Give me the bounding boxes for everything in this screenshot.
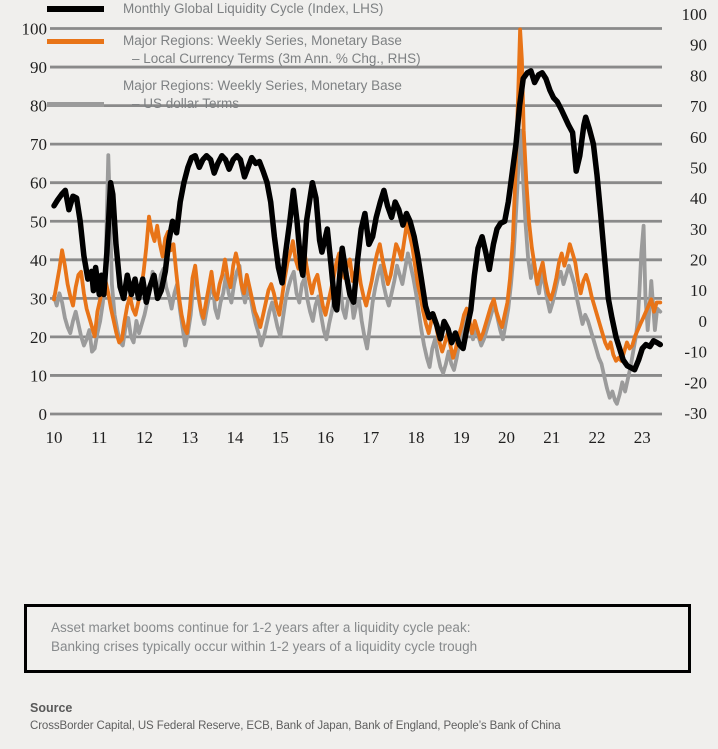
- source-section: [30, 701, 700, 732]
- svg-text:70: 70: [30, 135, 47, 155]
- legend-swatch-black-line-icon: [47, 6, 104, 12]
- svg-text:0: 0: [698, 311, 707, 331]
- svg-text:60: 60: [30, 173, 47, 193]
- source-text: CrossBorder Capital, US Federal Reserve, ECB, Bank of Japan, Bank of England, People’s Bank of China: [30, 720, 561, 732]
- svg-text:23: 23: [633, 428, 651, 447]
- legend-item-monetary-base-usd: [47, 77, 718, 117]
- svg-text:12: 12: [136, 428, 153, 447]
- svg-text:70: 70: [690, 97, 707, 117]
- legend-swatch-orange-line-icon: [47, 39, 104, 44]
- svg-text:50: 50: [30, 212, 47, 232]
- svg-text:17: 17: [362, 428, 380, 447]
- svg-text:18: 18: [407, 428, 425, 447]
- svg-text:16: 16: [317, 428, 334, 447]
- svg-text:90: 90: [30, 58, 47, 78]
- svg-text:20: 20: [30, 327, 47, 347]
- callout-line-1: Asset market booms continue for 1-2 years after a liquidity cycle peak:: [51, 620, 471, 635]
- svg-text:100: 100: [681, 5, 707, 25]
- svg-text:30: 30: [30, 289, 47, 309]
- x-axis-labels: [46, 428, 651, 447]
- legend-swatch-gray-line-icon: [47, 102, 104, 107]
- svg-text:60: 60: [690, 127, 707, 147]
- svg-text:22: 22: [588, 428, 606, 447]
- legend-label: Major Regions: Weekly Series, Monetary Base: [123, 77, 402, 93]
- svg-text:80: 80: [30, 96, 47, 116]
- svg-text:50: 50: [690, 158, 707, 178]
- svg-text:0: 0: [38, 405, 47, 424]
- legend-label-continued: – Local Currency Terms (3m Ann. % Chg., RHS): [132, 51, 421, 66]
- svg-text:90: 90: [690, 35, 707, 55]
- svg-text:-10: -10: [684, 342, 707, 362]
- svg-text:19: 19: [452, 428, 470, 447]
- chart-legend: [0, 0, 718, 117]
- legend-label: Major Regions: Weekly Series, Monetary Base: [123, 32, 402, 48]
- svg-text:14: 14: [226, 428, 244, 447]
- svg-text:10: 10: [45, 428, 63, 447]
- svg-text:-30: -30: [684, 404, 707, 423]
- svg-text:11: 11: [91, 428, 108, 447]
- callout-line-2: Banking crises typically occur within 1-2 years of a liquidity cycle trough: [51, 638, 478, 654]
- source-heading: Source: [30, 701, 73, 715]
- svg-text:10: 10: [30, 366, 47, 386]
- svg-text:40: 40: [30, 250, 47, 270]
- svg-text:20: 20: [498, 428, 515, 447]
- svg-text:40: 40: [690, 189, 707, 209]
- svg-text:10: 10: [690, 281, 707, 301]
- svg-text:20: 20: [690, 250, 707, 270]
- legend-item-monetary-base-local: [47, 32, 718, 69]
- svg-text:13: 13: [181, 428, 199, 447]
- svg-text:100: 100: [21, 19, 47, 39]
- legend-label: Monthly Global Liquidity Cycle (Index, LHS): [123, 1, 384, 16]
- legend-item-global-liquidity: [47, 0, 718, 19]
- svg-text:21: 21: [543, 428, 561, 447]
- svg-text:30: 30: [690, 219, 707, 239]
- svg-text:15: 15: [271, 428, 289, 447]
- callout-box: [24, 604, 691, 673]
- svg-text:80: 80: [690, 66, 707, 86]
- svg-text:-20: -20: [684, 373, 707, 393]
- legend-label-continued: – US dollar Terms: [132, 96, 240, 111]
